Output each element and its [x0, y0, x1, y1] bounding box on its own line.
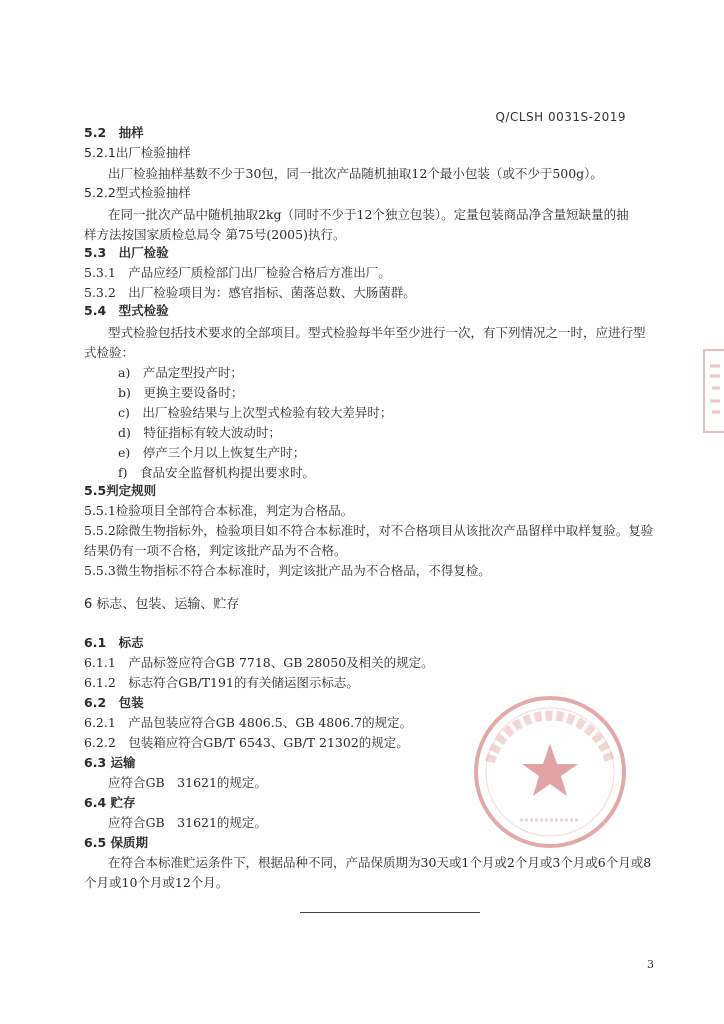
paragraph-line: 式检验：	[84, 345, 135, 360]
paragraph-line: 6.2.1 产品包装应符合GB 4806.5、GB 4806.7的规定。	[84, 715, 413, 730]
company-seal	[470, 692, 630, 852]
section-5-2-2-heading: 5.2.2型式检验抽样	[84, 185, 191, 200]
paragraph-line: 5.5.3微生物指标不符合本标准时，判定该批产品为不合格品，不得复检。	[84, 563, 491, 578]
paragraph-line: 应符合GB 31621的规定。	[108, 775, 267, 790]
section-5-3-heading: 5.3 出厂检验	[84, 245, 169, 260]
chapter-6-heading: 6 标志、包装、运输、贮存	[84, 597, 240, 612]
paragraph-line: 6.1.2 标志符合GB/T191的有关储运图示标志。	[84, 675, 359, 690]
paragraph-line: 出厂检验抽样基数不少于30包，同一批次产品随机抽取12个最小包装（或不少于500g）。	[108, 166, 603, 181]
paragraph-line: 在符合本标准贮运条件下，根据品种不同，产品保质期为30天或1个月或2个月或3个月或6个月或8	[108, 855, 652, 870]
paragraph-line: 样方法按国家质检总局令 第75号(2005)执行。	[84, 227, 346, 242]
standard-code: Q/CLSH 0031S-2019	[495, 110, 626, 124]
footnote-divider	[300, 912, 480, 913]
section-6-1-heading: 6.1 标志	[84, 635, 144, 650]
paragraph-line: 5.5.1检验项目全部符合本标准，判定为合格品。	[84, 503, 354, 518]
paragraph-line: 型式检验包括技术要求的全部项目。型式检验每半年至少进行一次，有下列情况之一时，应进行型	[108, 325, 646, 340]
section-6-5-heading: 6.5 保质期	[84, 835, 148, 850]
paragraph-line: 6.1.1 产品标签应符合GB 7718、GB 28050及相关的规定。	[84, 655, 434, 670]
paragraph-line: 5.3.1 产品应经厂质检部门出厂检验合格后方准出厂。	[84, 265, 391, 280]
list-item: a) 产品定型投产时；	[118, 365, 243, 380]
list-item: b) 更换主要设备时；	[118, 385, 244, 400]
list-item: d) 特征指标有较大波动时；	[118, 425, 281, 440]
section-6-2-heading: 6.2 包装	[84, 695, 144, 710]
paragraph-line: 结果仍有一项不合格，判定该批产品为不合格。	[84, 543, 347, 558]
edge-seal-fragment	[700, 346, 724, 436]
paragraph-line: 5.3.2 出厂检验项目为：感官指标、菌落总数、大肠菌群。	[84, 285, 416, 300]
section-5-2-heading: 5.2 抽样	[84, 125, 144, 140]
list-item: f) 食品安全监督机构提出要求时。	[118, 465, 316, 480]
section-5-5-heading: 5.5判定规则	[84, 483, 157, 498]
paragraph-line: 应符合GB 31621的规定。	[108, 815, 267, 830]
list-item: c) 出厂检验结果与上次型式检验有较大差异时；	[118, 405, 393, 420]
section-5-4-heading: 5.4 型式检验	[84, 303, 169, 318]
paragraph-line: 6.2.2 包装箱应符合GB/T 6543、GB/T 21302的规定。	[84, 735, 409, 750]
list-item: e) 停产三个月以上恢复生产时；	[118, 445, 306, 460]
page-number: 3	[647, 958, 654, 971]
paragraph-line: 在同一批次产品中随机抽取2kg（同时不少于12个独立包装）。定量包装商品净含量短缺量的抽	[108, 207, 629, 222]
paragraph-line: 5.5.2除微生物指标外，检验项目如不符合本标准时，对不合格项目从该批次产品留样中取样复验。复验	[84, 523, 654, 538]
section-6-3-heading: 6.3 运输	[84, 755, 136, 770]
paragraph-line: 个月或10个月或12个月。	[84, 875, 229, 890]
section-5-2-1-heading: 5.2.1出厂检验抽样	[84, 145, 191, 160]
section-6-4-heading: 6.4 贮存	[84, 795, 136, 810]
